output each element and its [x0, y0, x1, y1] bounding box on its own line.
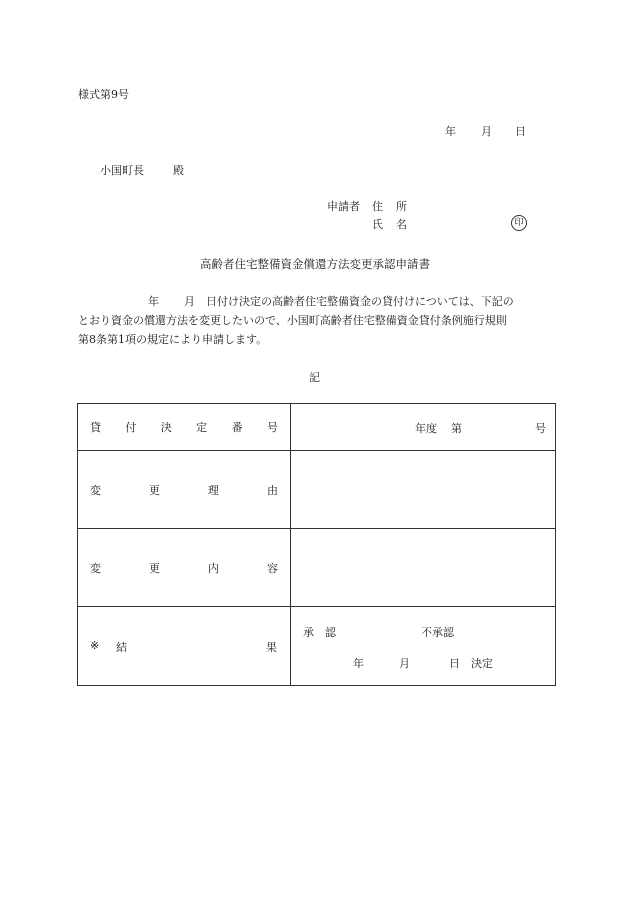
name-label-2: 名: [396, 218, 407, 231]
label-result: [78, 607, 291, 686]
label-char: 決: [160, 421, 172, 434]
address-label-2: 所: [396, 200, 407, 213]
row-result: [78, 607, 556, 686]
label-char: 更: [149, 483, 160, 497]
label-char: 果: [266, 641, 277, 654]
label-char: 付: [125, 421, 137, 434]
form-table: [77, 403, 556, 686]
label-char: 貸: [90, 421, 101, 434]
label-change-reason: [78, 451, 291, 529]
label-char: 理: [208, 483, 219, 497]
addressee-name: 小国町長: [100, 164, 144, 177]
ki-marker: 記: [309, 371, 320, 384]
document-title: 高齢者住宅整備資金償還方法変更承認申請書: [200, 257, 430, 271]
name-label-1: 氏: [372, 218, 383, 231]
label-char: 由: [267, 483, 278, 497]
row-change-content: [78, 529, 556, 607]
disapprove-option: 不承認: [421, 626, 454, 639]
label-char: 番: [231, 421, 243, 434]
value-change-reason[interactable]: [291, 451, 556, 529]
nendo-label: 年度: [415, 422, 437, 435]
row-change-reason: [78, 451, 556, 529]
label-char: 内: [208, 561, 219, 575]
body-line1-month: 月: [184, 295, 195, 308]
label-char: 変: [90, 483, 101, 497]
result-month-label: 月: [399, 657, 410, 670]
label-char: 変: [90, 561, 101, 575]
addressee-honorific: 殿: [173, 164, 184, 177]
approve-option: 承 認: [303, 626, 336, 639]
label-char: 定: [196, 421, 208, 434]
result-year-label: 年: [353, 657, 364, 670]
label-change-content: [78, 529, 291, 607]
body-line1-rest: 日付け決定の高齢者住宅整備資金の貸付けについては、下記の: [206, 295, 514, 308]
dai-label: 第: [451, 422, 462, 435]
label-char: 結: [116, 641, 127, 654]
result-decision-label: 決定: [471, 657, 493, 670]
form-number: 様式第9号: [78, 88, 129, 101]
seal-mark: 印: [511, 215, 527, 231]
body-line2: とおり資金の償還方法を変更したいので、小国町高齢者住宅整備資金貸付条例施行規則: [78, 314, 507, 327]
date-day-label: 日: [515, 125, 526, 138]
label-char: ※: [90, 639, 100, 652]
label-loan-number: [78, 404, 291, 451]
date-month-label: 月: [481, 125, 492, 138]
label-char: 容: [267, 561, 278, 575]
value-result[interactable]: [291, 607, 556, 686]
row-loan-number: [78, 404, 556, 451]
body-line3: 第8条第1項の規定により申請します。: [78, 333, 268, 346]
address-label-1: 住: [372, 200, 383, 213]
go-label: 号: [535, 422, 546, 435]
value-change-content[interactable]: [291, 529, 556, 607]
applicant-label: 申請者: [327, 200, 360, 213]
date-year-label: 年: [445, 125, 456, 138]
label-char: 号: [266, 421, 278, 434]
value-loan-number[interactable]: [291, 404, 556, 451]
result-day-label: 日: [449, 657, 460, 670]
label-char: 更: [149, 561, 160, 575]
body-line1-year: 年: [148, 295, 159, 308]
